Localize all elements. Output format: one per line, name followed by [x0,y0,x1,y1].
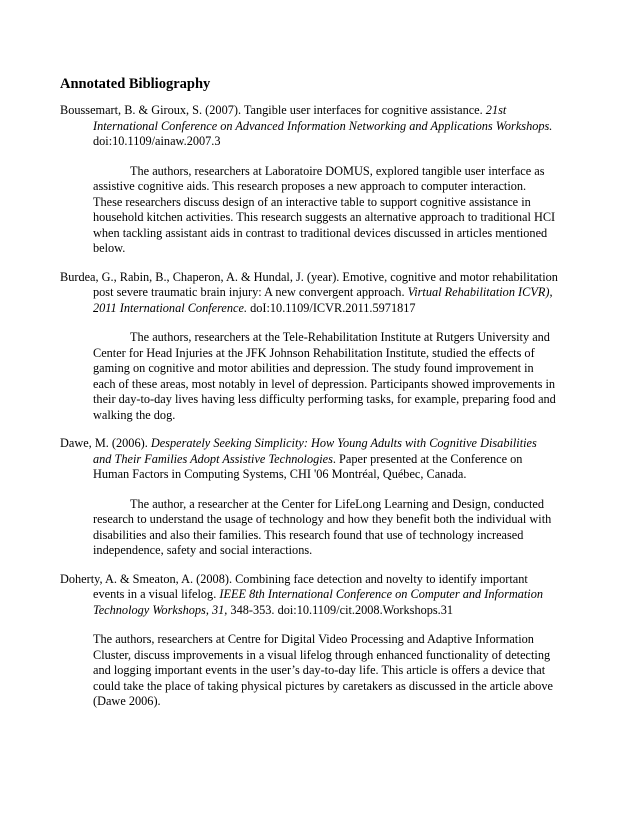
citation [60,103,558,150]
citation-doi: doi:10.1109/ainaw.2007.3 [93,134,221,148]
annotation-paragraph: The authors, researchers at Laboratoire DOMUS, explored tangible user interface as assistive cognitive aids. This research proposes a new approach to computer interaction. These researchers discuss design of an interactive table to support cognitive assistance in household kitchen activities. This research suggests an alternative approach to traditional HCI when tackling assistant aids in contrast to traditional devices discussed in articles mentioned below. [93,163,556,255]
annotation-paragraph: The authors, researchers at the Tele-Rehabilitation Institute at Rutgers University and Center for Head Injuries at the JFK Johnson Rehabilitation Institute, studied the effects of gaming on cognitive and motor abilities and depression. The study found improvement in each of these areas, most notably in level of depression. Participants showed improvements in their day-to-day lives having less difficulty performing tasks, for example, preparing food and walking the dog. [93,330,556,422]
bibliography-entry [60,572,558,710]
citation [60,572,558,619]
citation-text: Burdea, G., Rabin, B., Chaperon, A. & Hundal, J. (year). Emotive, cognitive and motor rehabilitation post severe traumatic brain injury: A new convergent approach. [60,269,558,299]
citation-doi: 348-353. doi:10.1109/cit.2008.Workshops.31 [227,602,454,617]
bibliography-entry [60,270,558,424]
citation-source: IEEE 8th International Conference on Computer and Information Technology Workshops, 31, [93,587,544,617]
citation-text: Boussemart, B. & Giroux, S. (2007). Tangible user interfaces for cognitive assistance. [60,103,486,117]
citation-source: 21st International Conference on Advanced Information Networking and Applications Workshops. [93,103,553,133]
citation-text: Doherty, A. & Smeaton, A. (2008). Combining face detection and novelty to identify important events in a visual lifelog. [60,571,528,601]
citation-doi: doI:10.1109/ICVR.2011.5971817 [247,300,416,315]
citation-details: . Paper presented at the Conference on Human Factors in Computing Systems, CHI '06 Montréal, Québec, Canada. [93,451,523,481]
citation-text: Dawe, M. (2006). [60,436,151,450]
citation [60,436,558,483]
citation-source: Desperately Seeking Simplicity: How Young Adults with Cognitive Disabilities and Their Families Adopt Assistive Technologies [93,436,537,466]
bibliography-entry [60,103,558,257]
bibliography-entry [60,436,558,559]
citation-source: Virtual Rehabilitation ICVR), 2011 International Conference. [93,285,553,315]
page-title: Annotated Bibliography [60,76,211,92]
annotation-paragraph: The authors, researchers at Centre for Digital Video Processing and Adaptive Information Cluster, discuss improvements in a visual lifelog through enhanced functionality of detecting and logging important events in the user’s day-to-day life. This article is offers a device that could take the place of taking physical pictures by caretakers as discussed in the article above (Dawe 2006). [93,632,553,708]
annotation-paragraph: The author, a researcher at the Center for LifeLong Learning and Design, conducted research to understand the usage of technology and how they benefit both the individual with disabilities and also their families. This research found that use of technology increased independence, safety and social interactions. [93,496,552,557]
citation [60,270,558,317]
